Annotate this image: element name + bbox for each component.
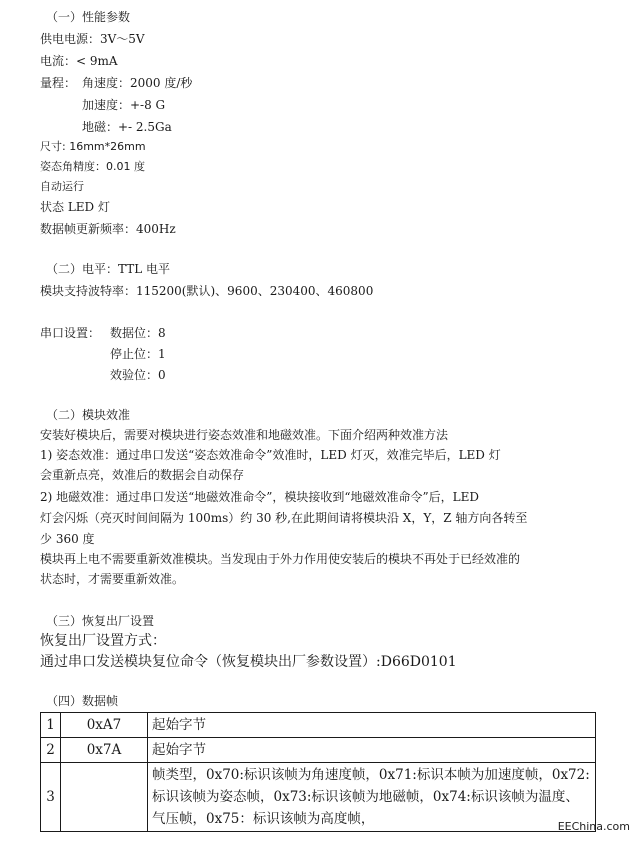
calibration-intro: 安装好模块后，需要对模块进行姿态效准和地磁效准。下面介绍两种效准方法 xyxy=(40,428,449,442)
gyro-range: 角速度：2000 度/秒 xyxy=(82,76,193,90)
data-bits: 数据位：8 xyxy=(110,326,166,340)
data-frame-table xyxy=(40,712,596,832)
row-index: 3 xyxy=(41,763,61,832)
range-label: 量程： xyxy=(40,76,77,90)
row-description: 起始字节 xyxy=(148,713,596,738)
parity-bits: 效验位：0 xyxy=(110,368,166,382)
table-row xyxy=(41,763,596,832)
mag-calibration-line3: 少 360 度 xyxy=(40,532,95,546)
supply-voltage: 供电电源：3V～5V xyxy=(40,32,145,46)
row-index: 2 xyxy=(41,738,61,763)
attitude-precision: 姿态角精度：0.01 度 xyxy=(40,160,145,173)
recalibration-note-line2: 状态时，才需要重新效准。 xyxy=(40,572,185,586)
section-calibration-heading: （二）模块效准 xyxy=(46,408,131,422)
section-frames-heading: （四）数据帧 xyxy=(46,694,119,708)
row-index: 1 xyxy=(41,713,61,738)
stop-bits: 停止位：1 xyxy=(110,347,166,361)
watermark: EEChina.com xyxy=(557,820,630,833)
section-level-heading: （二）电平：TTL 电平 xyxy=(46,262,171,276)
reset-method: 通过串口发送模块复位命令（恢复模块出厂参数设置）:D66D0101 xyxy=(40,654,457,670)
auto-run: 自动运行 xyxy=(40,180,84,193)
table-row xyxy=(41,713,596,738)
table-row xyxy=(41,738,596,763)
module-size: 尺寸: 16mm*26mm xyxy=(40,140,146,153)
mag-range: 地磁：+- 2.5Ga xyxy=(82,120,172,134)
attitude-calibration-line1: 1) 姿态效准：通过串口发送“姿态效准命令”效准时，LED 灯灭，效准完毕后，LED 灯 xyxy=(40,448,501,462)
section-reset-heading: （三）恢复出厂设置 xyxy=(46,614,155,628)
mag-calibration-line2: 灯会闪烁（亮灭时间间隔为 100ms）约 30 秒,在此期间请将模块沿 X，Y，Z 轴方向各转至 xyxy=(40,511,528,525)
row-description: 起始字节 xyxy=(148,738,596,763)
baud-rates: 模块支持波特率：115200(默认)、9600、230400、460800 xyxy=(40,284,374,298)
serial-settings-label: 串口设置： xyxy=(40,326,101,340)
recalibration-note-line1: 模块再上电不需要重新效准模块。当发现由于外力作用使安装后的模块不再处于已经效准的 xyxy=(40,552,521,566)
row-description: 帧类型，0x70:标识该帧为角速度帧，0x71:标识本帧为加速度帧，0x72:标识该帧为姿态帧，0x73:标识该帧为地磁帧，0x74:标识该帧为温度、气压帧，0x75：标识该帧为高度帧， xyxy=(148,763,596,832)
frame-rate: 数据帧更新频率：400Hz xyxy=(40,222,176,236)
current-draw: 电流：< 9mA xyxy=(40,54,118,68)
row-code: 0x7A xyxy=(61,738,148,763)
status-led: 状态 LED 灯 xyxy=(40,200,110,214)
attitude-calibration-line2: 会重新点亮，效准后的数据会自动保存 xyxy=(40,468,245,482)
section-performance-heading: （一）性能参数 xyxy=(46,10,131,24)
row-code: 0xA7 xyxy=(61,713,148,738)
mag-calibration-line1: 2) 地磁效准：通过串口发送“地磁效准命令”，模块接收到“地磁效准命令”后，LED xyxy=(40,490,480,504)
reset-method-label: 恢复出厂设置方式： xyxy=(40,633,166,649)
accel-range: 加速度：+-8 G xyxy=(82,98,166,112)
row-code xyxy=(61,763,148,832)
